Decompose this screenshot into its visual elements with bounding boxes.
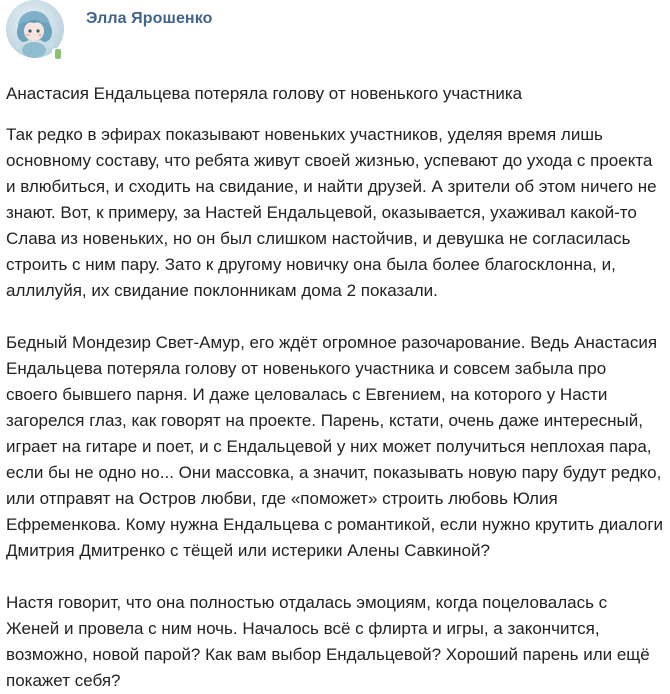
paragraph-gap bbox=[6, 304, 666, 330]
post-title: Анастасия Ендальцева потеряла голову от новенького участника bbox=[6, 84, 523, 103]
post-body bbox=[6, 122, 666, 694]
paragraph-gap bbox=[6, 564, 666, 590]
text-line: и влюбиться, и сходить на свидание, и найти друзей. А зрители об этом ничего не bbox=[6, 177, 657, 196]
text-line: Так редко в эфирах показывают новеньких участников, уделяя время лишь bbox=[6, 125, 603, 144]
mobile-online-icon bbox=[52, 48, 64, 60]
text-line: Ендальцева потеряла голову от новенького участника и совсем забыла про bbox=[6, 359, 607, 378]
online-indicator bbox=[55, 49, 61, 59]
text-line: загорелся глаз, как говорят на проекте. Парень, кстати, очень даже интересный, bbox=[6, 411, 643, 430]
text-line: если бы не одно но... Они массовка, а значит, показывать новую пару будут редко, bbox=[6, 463, 662, 482]
text-line: знают. Вот, к примеру, за Настей Ендальцевой, оказывается, ухаживал какой-то bbox=[6, 203, 637, 222]
text-line: Слава из новеньких, но он был слишком настойчив, и девушка не согласилась bbox=[6, 229, 631, 248]
text-line: строить с ним пару. Зато к другому новичку она была более благосклонна, и, bbox=[6, 255, 616, 274]
text-line: основному составу, что ребята живут своей жизнью, успевают до ухода с проекта bbox=[6, 151, 653, 170]
text-line: или отправят на Остров любви, где «поможет» строить любовь Юлия bbox=[6, 489, 558, 508]
author-name-link[interactable]: Элла Ярошенко bbox=[86, 10, 213, 27]
post-header bbox=[0, 0, 670, 70]
text-line: возможно, новой парой? Как вам выбор Ендальцевой? Хороший парень или ещё bbox=[6, 645, 650, 664]
text-line: Настя говорит, что она полностью отдалась эмоциям, когда поцеловалась с bbox=[6, 593, 608, 612]
text-line: покажет себя? bbox=[6, 671, 121, 690]
text-line: Бедный Мондезир Свет-Амур, его ждёт огромное разочарование. Ведь Анастасия bbox=[6, 333, 658, 352]
text-line: аллилуйя, их свидание поклонникам дома 2 показали. bbox=[6, 281, 438, 300]
paragraph-2 bbox=[6, 330, 666, 564]
paragraph-3 bbox=[6, 590, 666, 694]
text-line: своего бывшего парня. И даже целовалась с Евгением, на которого у Насти bbox=[6, 385, 608, 404]
text-line: играет на гитаре и поет, и с Ендальцевой у них может получиться неплохая пара, bbox=[6, 437, 652, 456]
text-line: Дмитрия Дмитренко с тёщей или истерики Алены Савкиной? bbox=[6, 541, 490, 560]
text-line: Ефременкова. Кому нужна Ендальцева с романтикой, если нужно крутить диалоги bbox=[6, 515, 664, 534]
text-line: Женей и провела с ним ночь. Началось всё с флирта и игры, а закончится, bbox=[6, 619, 600, 638]
paragraph-1 bbox=[6, 122, 666, 304]
